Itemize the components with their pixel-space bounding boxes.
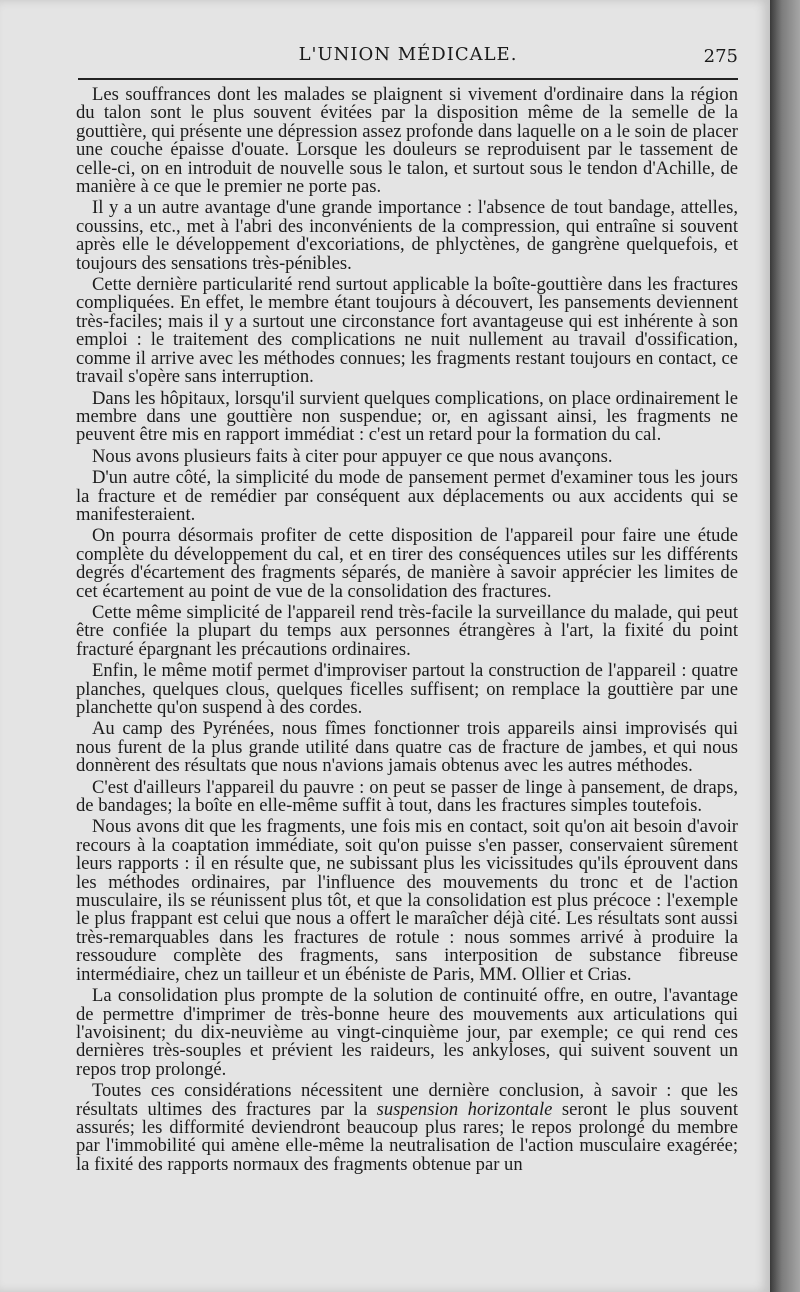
paragraph: D'un autre côté, la simplicité du mode de pansement permet d'examiner tous les jours la fracture et de remédier par conséquent aux déplacements ou aux accidents qui se manifesteraient.: [76, 467, 738, 525]
paragraph: Les souffrances dont les malades se plaignent si vivement d'ordinaire dans la région du talon sont le plus souvent évitées par la disposition même de la semelle de la gouttière, qui présente une dépression assez profonde dans laquelle on a le soin de placer une couche épaisse d'ouate. Lorsque les douleurs se reproduisent par le tassement de celle-ci, on en introduit de nouvelle sous le talon, et surtout sous le tendon d'Achille, de manière à ce que le premier ne porte pas.: [76, 84, 738, 198]
running-title: L'UNION MÉDICALE.: [298, 44, 518, 65]
paragraph: Au camp des Pyrénées, nous fîmes fonctionner trois appareils ainsi improvisés qui nous furent de la plus grande utilité dans quatre cas de fracture de jambes, et qui nous donnèrent des résultats que nous n'avions jamais obtenus avec les autres méthodes.: [76, 718, 738, 777]
header-rule: [78, 78, 738, 80]
paragraph: La consolidation plus prompte de la solution de continuité offre, en outre, l'avantage de permettre d'imprimer de très-bonne heure des mouvements aux articulations qui l'avoisinent; du dix-neuvième au vingt-cinquième jour, par exemple; ce qui rend ces dernières très-souples et prévient les raideurs, les ankyloses, qui suivent souvent un repos trop prolongé.: [76, 985, 738, 1080]
paragraph: Nous avons plusieurs faits à citer pour appuyer ce que nous avançons.: [92, 445, 613, 467]
paragraph-last: [76, 1082, 738, 1174]
paragraph-last-text: Toutes ces considérations nécessitent une dernière conclusion, à savoir : que les résultats ultimes des fractures par la: [76, 1080, 738, 1120]
paragraph: Nous avons dit que les fragments, une fois mis en contact, soit qu'on ait besoin d'avoir recours à la coaptation immédiate, soit qu'on puisse s'en passer, conservaient sûrement leurs rapports : il en résulte que, ne subissant plus les vicissitudes qu'ils éprouvent dans les méthodes ordinaires, par l'influence des mouvements du tronc et de l'action musculaire, ils se réunissent plus tôt, et que la consolidation est plus précoce : l'exemple le plus frappant est celui que nous a offert le maraîcher déjà cité. Les résultats sont aussi très-remarquables dans les fractures de rotule : nous sommes arrivé à produire la ressoudure complète des fragments, sans interposition de substance fibreuse intermédiaire, chez un tailleur et un ébéniste de Paris, MM. Ollier et Crias.: [76, 816, 738, 985]
paragraph: On pourra désormais profiter de cette disposition de l'appareil pour faire une étude complète du développement du cal, et en tirer des conséquences utiles sur les différents degrés d'écartement des fragments séparés, de manière à savoir apprécier les limites de cet écartement au point de vue de la consolidation des fractures.: [76, 525, 738, 602]
page-header: [78, 44, 738, 74]
emphasis-text: suspension horizontale: [376, 1098, 553, 1120]
paragraph: Cette dernière particularité rend surtout applicable la boîte-gouttière dans les fractures compliquées. En effet, le membre étant toujours à découvert, les pansements deviennent très-faciles; mais il y a surtout une circonstance fort avantageuse qui est inhérente à son emploi : le traitement des complications ne nuit nullement au travail d'ossification, comme il arrive avec les méthodes connues; les fragments restant toujours en contact, ce travail s'opère sans interruption.: [76, 274, 738, 388]
paragraph: C'est d'ailleurs l'appareil du pauvre : on peut se passer de linge à pansement, de draps, de bandages; la boîte en elle-même suffit à tout, dans les fractures simples toutefois.: [76, 776, 738, 817]
paragraph: Dans les hôpitaux, lorsqu'il survient quelques complications, on place ordinairement le membre dans une gouttière non suspendue; or, en agissant ainsi, les fragments ne peuvent être mis en rapport immédiat : c'est un retard pour la formation du cal.: [76, 387, 738, 446]
paragraph: Enfin, le même motif permet d'improviser partout la construction de l'appareil : quatre planches, quelques clous, quelques ficelles suffisent; on remplace la gouttière par une planchette qu'on suspend à des cordes.: [76, 660, 738, 718]
paragraph: Il y a un autre avantage d'une grande importance : l'absence de tout bandage, attelles, coussins, etc., met à l'abri des inconvénients de la compression, qui entraîne si souvent après elle le développement d'excoriations, de phlyctènes, de gangrène quelquefois, et toujours des sensations très-pénibles.: [76, 197, 738, 274]
book-edge: [770, 0, 800, 1292]
body-text: [76, 86, 738, 1177]
page-number: 275: [703, 46, 738, 67]
paragraph-last-text-end: seront le plus souvent assurés; les difformité deviendront beaucoup plus rares; le repos prolongé du membre par l'immobilité qui amène elle-même la neutralisation de l'action musculaire exagérée; la fixité des rapports normaux des fragments obtenue par un: [76, 1098, 739, 1175]
paragraph: Cette même simplicité de l'appareil rend très-facile la surveillance du malade, qui peut être confiée la plupart du temps aux personnes étrangères à l'art, la fixité du point fracturé épargnant les précautions ordinaires.: [76, 601, 738, 660]
